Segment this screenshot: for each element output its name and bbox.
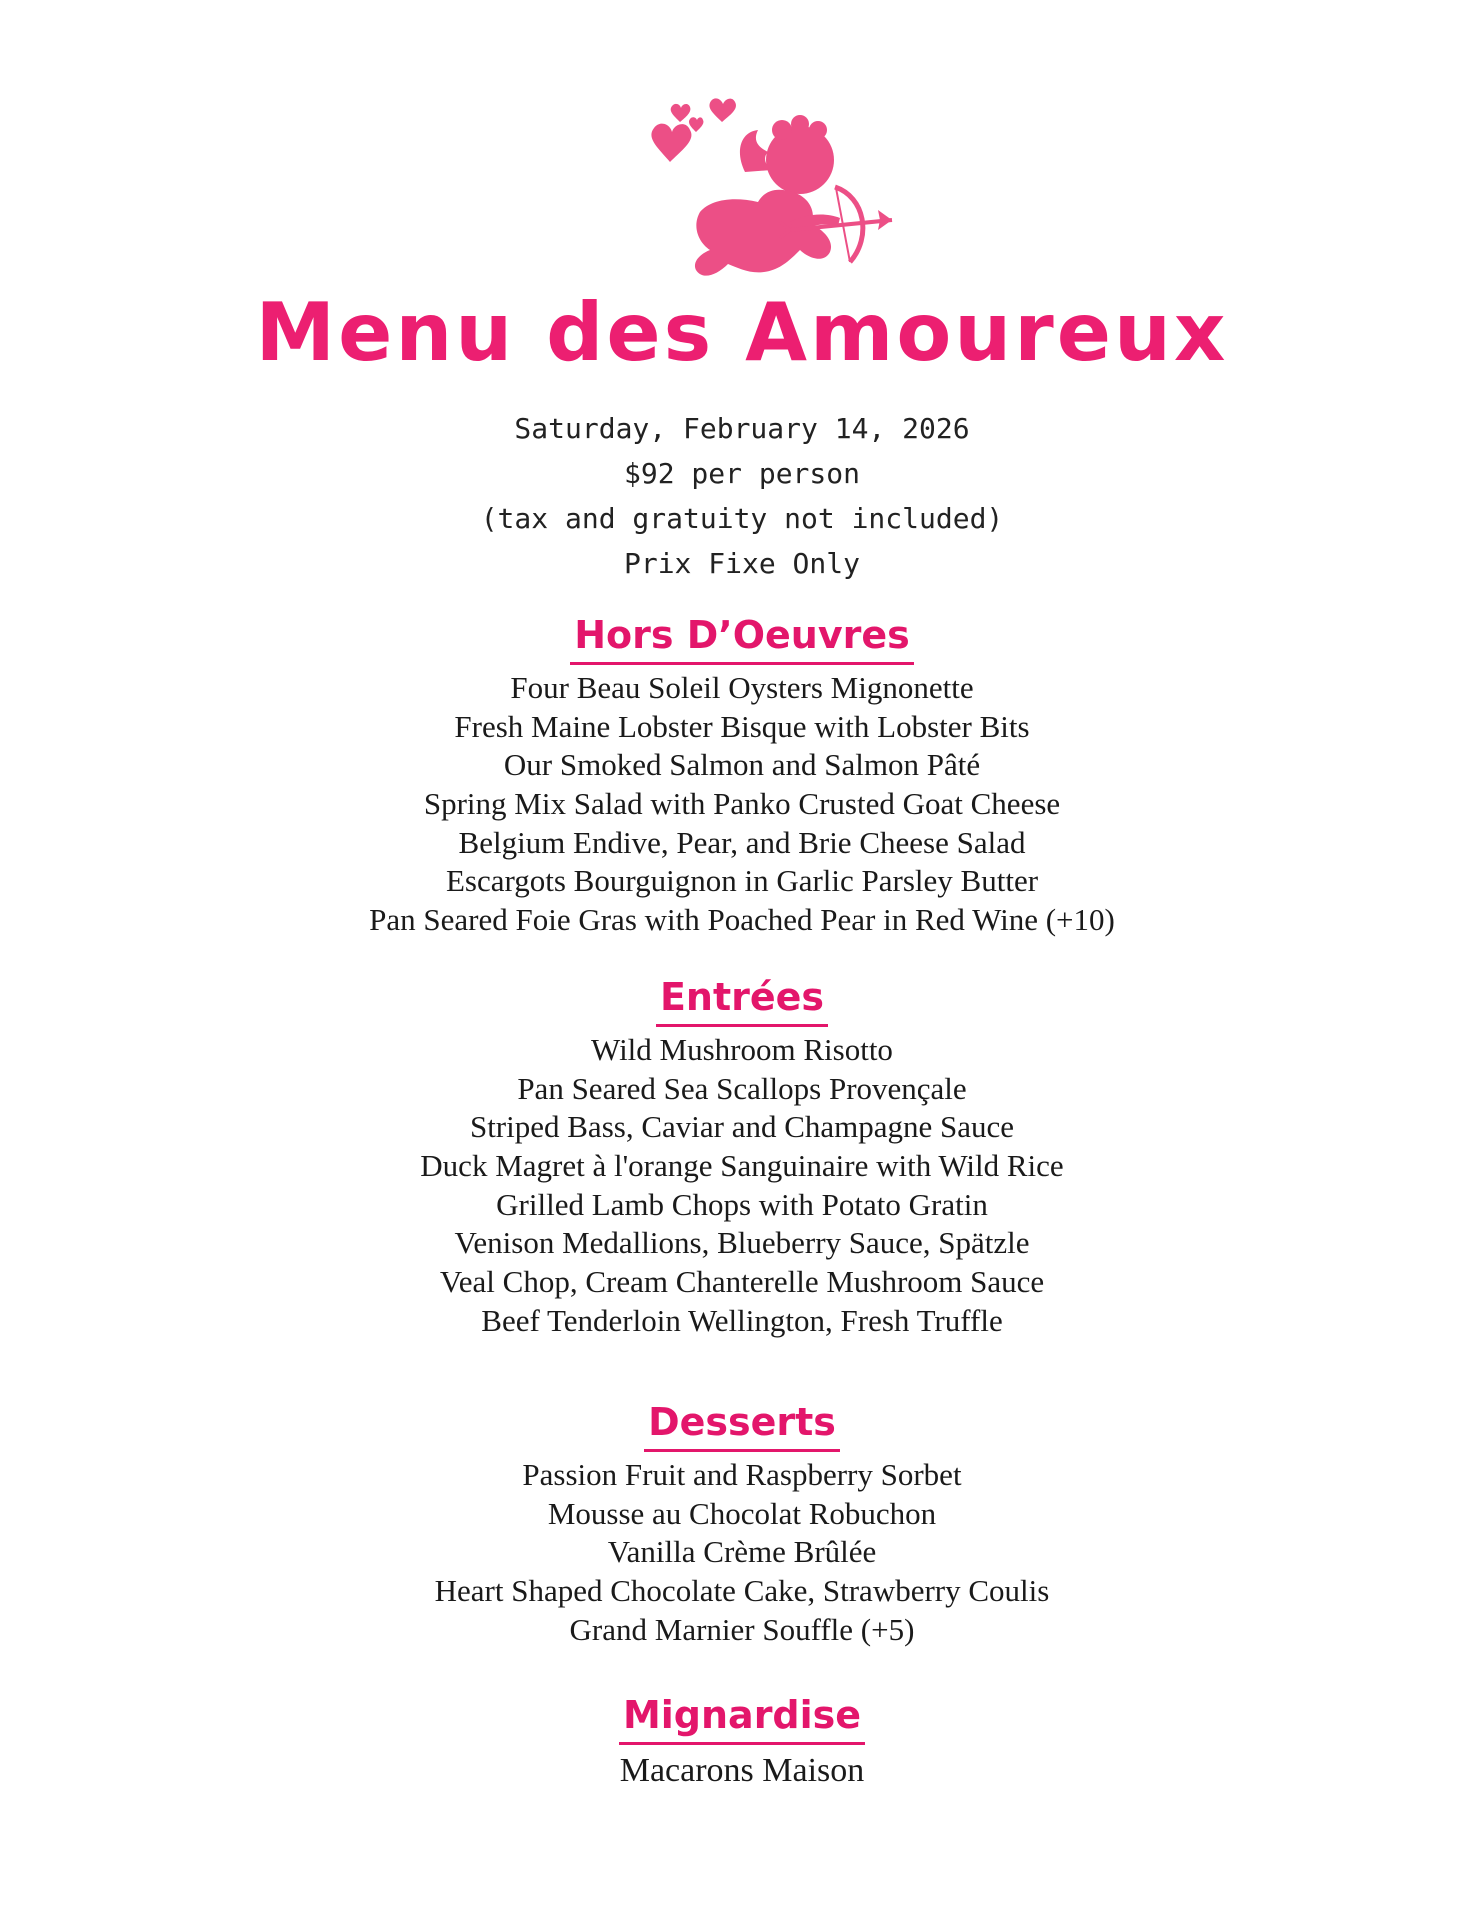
- menu-item: Grand Marnier Souffle (+5): [569, 1611, 915, 1647]
- item-list: [0, 1749, 1484, 1793]
- menu-item: Veal Chop, Cream Chanterelle Mushroom Sauce: [439, 1264, 1045, 1300]
- menu-item: Escargots Bourguignon in Garlic Parsley Butter: [445, 863, 1039, 899]
- menu-item: Passion Fruit and Raspberry Sorbet: [522, 1457, 962, 1492]
- menu-item: Four Beau Soleil Oysters Mignonette: [510, 670, 974, 705]
- menu-item: Our Smoked Salmon and Salmon Pâté: [503, 747, 981, 783]
- section-desserts: [0, 1397, 1484, 1649]
- section-hors-doeuvres: [0, 610, 1484, 940]
- menu-item: Pan Seared Foie Gras with Poached Pear in Red Wine (+10): [369, 902, 1115, 938]
- section-mignardise: [0, 1690, 1484, 1793]
- heart-icon: [671, 104, 691, 122]
- menu-item: Beef Tenderloin Wellington, Fresh Truffle: [481, 1302, 1003, 1338]
- menu-item: Venison Medallions, Blueberry Sauce, Spätzle: [454, 1225, 1030, 1261]
- tax-note: (tax and gratuity not included): [480, 502, 1004, 535]
- prix-fixe-note: Prix Fixe Only: [623, 547, 860, 580]
- menu-item: Mousse au Chocolat Robuchon: [547, 1495, 937, 1531]
- item-list: [0, 1031, 1484, 1341]
- event-info: [0, 406, 1484, 586]
- menu-item: Fresh Maine Lobster Bisque with Lobster Bits: [454, 708, 1030, 744]
- section-heading: Desserts: [644, 1397, 840, 1452]
- menu-item: Spring Mix Salad with Panko Crusted Goat Cheese: [423, 786, 1061, 822]
- menu-title: Menu des Amoureux: [255, 286, 1229, 379]
- menu-item: Macarons Maison: [619, 1752, 865, 1789]
- menu-item: Vanilla Crème Brûlée: [607, 1534, 877, 1570]
- section-heading: Mignardise: [619, 1690, 865, 1745]
- heart-icon: [709, 98, 736, 122]
- event-date: Saturday, February 14, 2026: [514, 412, 970, 445]
- menu-item: Belgium Endive, Pear, and Brie Cheese Salad: [458, 824, 1026, 860]
- section-heading: Hors D’Oeuvres: [570, 610, 914, 665]
- heart-icon: [651, 124, 691, 162]
- cupid-logo-icon: [640, 92, 910, 297]
- menu-item: Striped Bass, Caviar and Champagne Sauce: [469, 1109, 1015, 1145]
- item-list: [0, 1456, 1484, 1649]
- item-list: [0, 669, 1484, 940]
- menu-item: Grilled Lamb Chops with Potato Gratin: [496, 1186, 988, 1222]
- menu-item: Duck Magret à l'orange Sanguinaire with Wild Rice: [420, 1148, 1064, 1184]
- menu-item: Pan Seared Sea Scallops Provençale: [517, 1070, 967, 1106]
- section-entrees: [0, 972, 1484, 1341]
- event-price: $92 per person: [623, 457, 860, 490]
- menu-item: Wild Mushroom Risotto: [591, 1032, 893, 1067]
- menu-item: Heart Shaped Chocolate Cake, Strawberry Coulis: [434, 1573, 1050, 1609]
- section-heading: Entrées: [656, 972, 828, 1027]
- heart-icon: [689, 117, 703, 132]
